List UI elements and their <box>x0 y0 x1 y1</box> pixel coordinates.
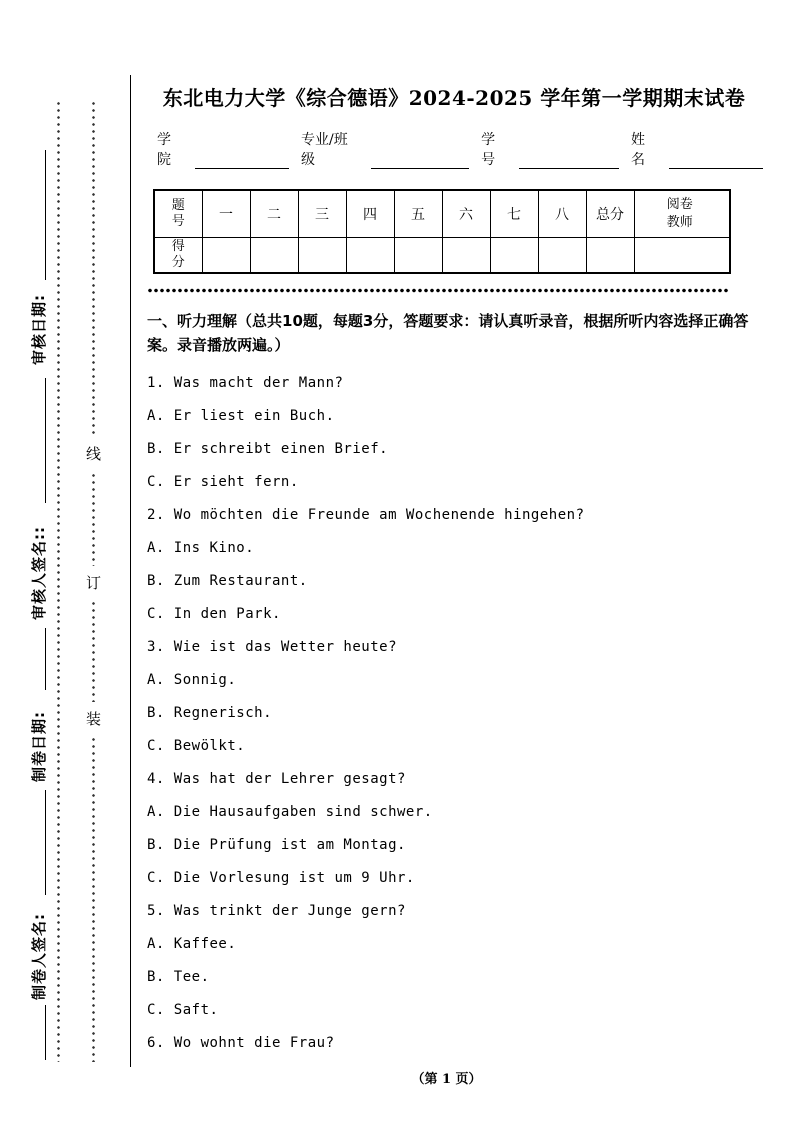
table-row <box>154 190 730 238</box>
score-cell <box>394 238 442 274</box>
binding-dotted-segment <box>92 736 95 1062</box>
bottom-blank-line <box>45 1005 46 1060</box>
question-line: 6. Wo wohnt die Frau? <box>147 1035 335 1051</box>
major-class-label: 专业/班级 <box>300 132 348 168</box>
question-line: 5. Was trinkt der Junge gern? <box>147 903 406 919</box>
score-cell <box>586 238 634 274</box>
score-cell <box>250 238 298 274</box>
page-number: （第 1 页） <box>411 1072 482 1087</box>
review-date-blank <box>45 150 46 280</box>
student-info-row <box>157 129 763 169</box>
section-col-4: 四 <box>346 190 394 238</box>
reviewer-signature-blank <box>45 378 46 503</box>
student-id-blank <box>519 152 619 169</box>
option-line: C. Bewölkt. <box>147 738 246 754</box>
major-class-blank <box>371 152 469 169</box>
binding-dotted-segment <box>92 472 95 566</box>
review-date-label: 审核日期: <box>30 294 48 365</box>
dotted-separator <box>147 288 729 293</box>
score-cell <box>202 238 250 274</box>
binding-dotted-segment <box>92 100 95 438</box>
option-line: B. Regnerisch. <box>147 705 273 721</box>
option-line: B. Tee. <box>147 969 210 985</box>
option-line: A. Die Hausaufgaben sind schwer. <box>147 804 433 820</box>
college-blank <box>195 152 289 169</box>
binding-dotted-segment <box>92 600 95 702</box>
grader-label: 阅卷教师 <box>666 197 693 230</box>
listening-question-list <box>147 374 763 1053</box>
section-col-5: 五 <box>394 190 442 238</box>
section-heading: 一、听力理解（总共10题，每题3分，答题要求：请认真听录音，根据所听内容选择正确答案。录音播放两遍。） <box>147 312 749 354</box>
student-id-label: 学号 <box>481 132 496 168</box>
paper-making-date-label: 制卷日期: <box>30 711 48 782</box>
score-table <box>153 189 731 274</box>
option-line: A. Ins Kino. <box>147 540 255 556</box>
question-line: 2. Wo möchten die Freunde am Wochenende hingehen? <box>147 507 585 523</box>
binding-dotted-line-outer <box>57 100 60 1062</box>
exam-title: 东北电力大学《综合德语》2024-2025 学年第一学期期末试卷 <box>162 86 746 110</box>
question-line: 4. Was hat der Lehrer gesagt? <box>147 771 406 787</box>
option-line: C. Er sieht fern. <box>147 474 299 490</box>
name-label: 姓名 <box>631 132 646 168</box>
option-line: A. Er liest ein Buch. <box>147 408 335 424</box>
score-cell <box>490 238 538 274</box>
question-line: 3. Wie ist das Wetter heute? <box>147 639 398 655</box>
binding-char-line: 线 <box>86 445 102 463</box>
total-score-col: 总分 <box>586 190 634 238</box>
paper-maker-signature-blank <box>45 790 46 895</box>
section-col-3: 三 <box>298 190 346 238</box>
option-line: B. Zum Restaurant. <box>147 573 308 589</box>
binding-char-bind: 装 <box>86 710 102 728</box>
section-col-8: 八 <box>538 190 586 238</box>
paper-making-date-blank <box>45 628 46 690</box>
score-cell <box>346 238 394 274</box>
option-line: A. Sonnig. <box>147 672 237 688</box>
question-line: 1. Was macht der Mann? <box>147 375 344 391</box>
option-line: C. In den Park. <box>147 606 281 622</box>
option-line: C. Saft. <box>147 1002 219 1018</box>
binding-char-staple: 订 <box>86 574 102 592</box>
college-label: 学院 <box>157 132 171 168</box>
reviewer-signature-label: 审核人签名:: <box>30 526 48 620</box>
score-cell <box>298 238 346 274</box>
option-line: C. Die Vorlesung ist um 9 Uhr. <box>147 870 415 886</box>
option-line: B. Er schreibt einen Brief. <box>147 441 389 457</box>
score-row-label-cell <box>154 238 202 274</box>
exam-content <box>130 75 763 1067</box>
section-col-7: 七 <box>490 190 538 238</box>
score-cell <box>442 238 490 274</box>
question-number-label: 题号 <box>171 197 185 229</box>
section-col-2: 二 <box>250 190 298 238</box>
option-line: A. Kaffee. <box>147 936 237 952</box>
name-blank <box>669 152 763 169</box>
paper-maker-signature-label: 制卷人签名: <box>30 913 48 1000</box>
grader-header-cell <box>634 190 730 238</box>
score-label: 得分 <box>171 238 185 270</box>
section-col-1: 一 <box>202 190 250 238</box>
score-cell <box>538 238 586 274</box>
table-row <box>154 238 730 274</box>
section-col-6: 六 <box>442 190 490 238</box>
question-number-header-cell <box>154 190 202 238</box>
score-cell <box>634 238 730 274</box>
option-line: B. Die Prüfung ist am Montag. <box>147 837 406 853</box>
